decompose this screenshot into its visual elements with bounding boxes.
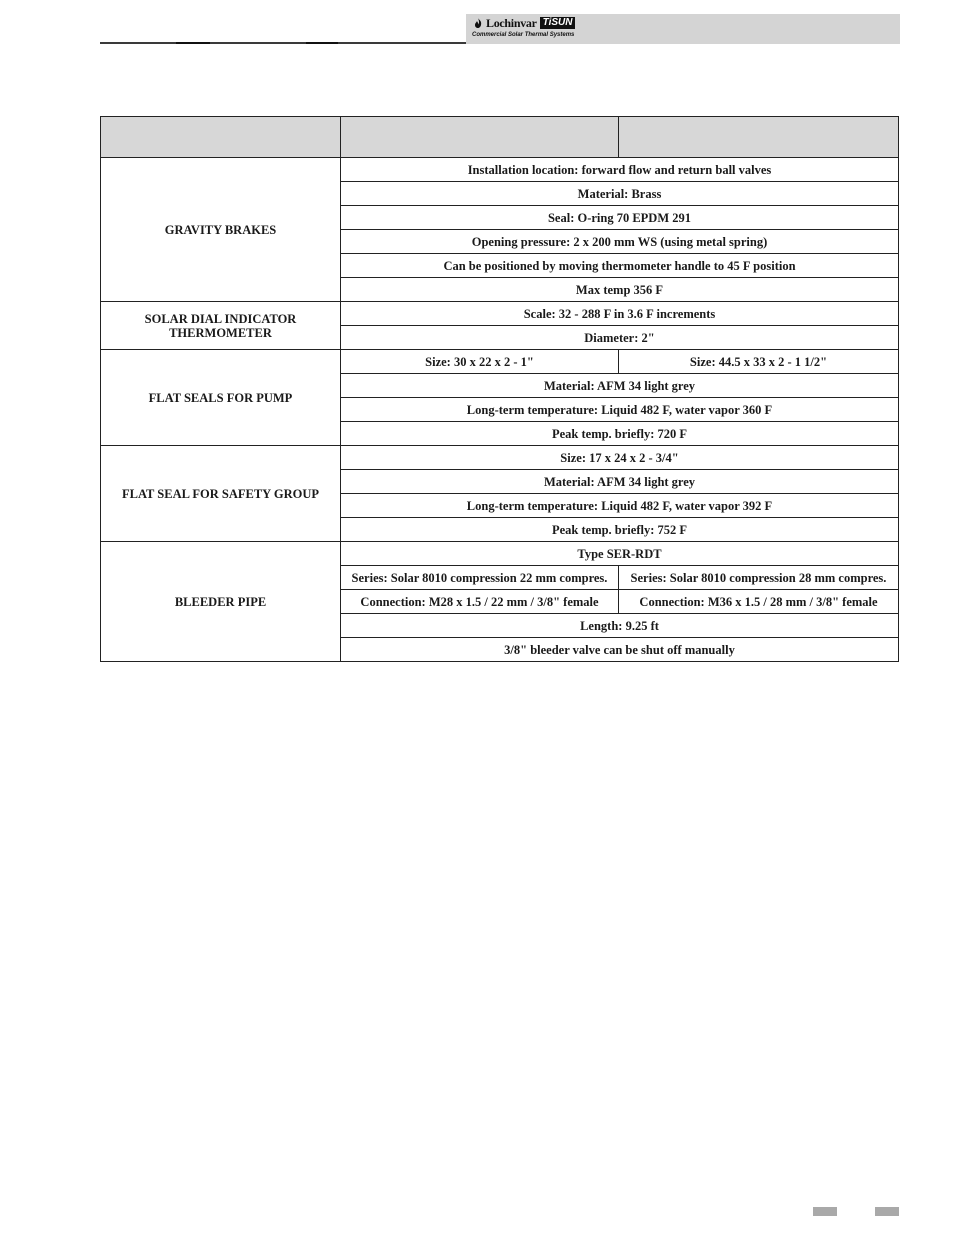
category-label-line: THERMOMETER: [169, 325, 272, 340]
table-row: [101, 350, 899, 374]
spec-cell-right: Connection: M36 x 1.5 / 28 mm / 3/8" female: [619, 590, 899, 614]
spec-cell: Max temp 356 F: [341, 278, 899, 302]
header-cell-component: [101, 117, 341, 158]
category-dial-thermometer: [101, 302, 341, 350]
table-row: [101, 446, 899, 470]
brand-name-secondary: TiSUN: [540, 17, 576, 29]
brand-name-primary: Lochinvar: [486, 15, 537, 30]
table-row: [101, 302, 899, 326]
spec-cell: Material: AFM 34 light grey: [341, 470, 899, 494]
header-cell-spec-right: [619, 117, 899, 158]
spec-cell-right: Series: Solar 8010 compression 28 mm compres.: [619, 566, 899, 590]
table-row: [101, 158, 899, 182]
category-flat-seals-pump: FLAT SEALS FOR PUMP: [101, 350, 341, 446]
spec-cell: Long-term temperature: Liquid 482 F, water vapor 360 F: [341, 398, 899, 422]
spec-cell: Can be positioned by moving thermometer handle to 45 F position: [341, 254, 899, 278]
spec-cell: Material: AFM 34 light grey: [341, 374, 899, 398]
table-row: [101, 542, 899, 566]
spec-cell-right: Size: 44.5 x 33 x 2 - 1 1/2": [619, 350, 899, 374]
spec-cell: Peak temp. briefly: 752 F: [341, 518, 899, 542]
spec-cell: Diameter: 2": [341, 326, 899, 350]
category-label-line: SOLAR DIAL INDICATOR: [144, 311, 297, 326]
spec-cell: Size: 17 x 24 x 2 - 3/4": [341, 446, 899, 470]
brand-tagline: Commercial Solar Thermal Systems: [472, 32, 575, 38]
header-rule-accent: [306, 42, 338, 44]
spec-cell: Peak temp. briefly: 720 F: [341, 422, 899, 446]
header-cell-spec-left: [341, 117, 619, 158]
spec-cell-left: Series: Solar 8010 compression 22 mm compres.: [341, 566, 619, 590]
spec-cell: Installation location: forward flow and return ball valves: [341, 158, 899, 182]
category-bleeder-pipe: BLEEDER PIPE: [101, 542, 341, 662]
spec-cell: Material: Brass: [341, 182, 899, 206]
specifications-table: [100, 116, 899, 662]
category-flat-seal-safety: FLAT SEAL FOR SAFETY GROUP: [101, 446, 341, 542]
header-rule-accent: [176, 42, 210, 44]
table-header-row: [101, 117, 899, 158]
flame-icon: [472, 17, 484, 29]
spec-cell: Type SER-RDT: [341, 542, 899, 566]
spec-cell: Length: 9.25 ft: [341, 614, 899, 638]
spec-cell-left: Connection: M28 x 1.5 / 22 mm / 3/8" female: [341, 590, 619, 614]
spec-cell: 3/8" bleeder valve can be shut off manually: [341, 638, 899, 662]
spec-cell: Scale: 32 - 288 F in 3.6 F increments: [341, 302, 899, 326]
brand-logo: [472, 15, 588, 43]
spec-cell: Opening pressure: 2 x 200 mm WS (using metal spring): [341, 230, 899, 254]
spec-cell-left: Size: 30 x 22 x 2 - 1": [341, 350, 619, 374]
footer-marker: [875, 1207, 899, 1216]
spec-cell: Long-term temperature: Liquid 482 F, water vapor 392 F: [341, 494, 899, 518]
category-gravity-brakes: GRAVITY BRAKES: [101, 158, 341, 302]
footer-marker: [813, 1207, 837, 1216]
spec-cell: Seal: O-ring 70 EPDM 291: [341, 206, 899, 230]
